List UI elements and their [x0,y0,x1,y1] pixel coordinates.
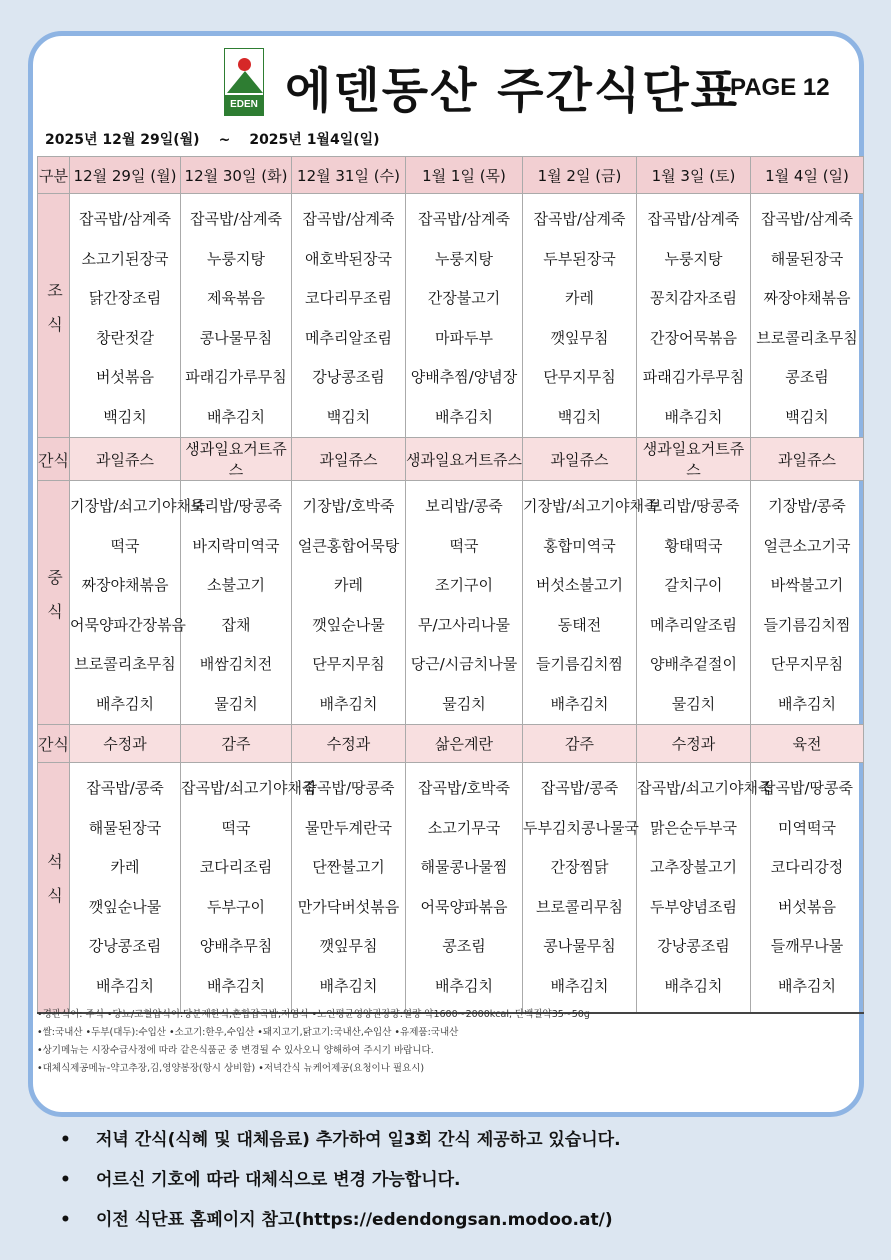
bullet-text: 저녁 간식(식혜 및 대체음료) 추가하여 일3회 간식 제공하고 있습니다. [96,1130,621,1150]
menu-item: 물김치 [442,694,486,713]
bullet-text: 어르신 기호에 따라 대체식으로 변경 가능합니다. [96,1170,461,1190]
breakfast-cell [406,194,523,438]
menu-item: 배추김치 [778,694,836,713]
menu-item: 코다리조림 [199,858,273,876]
menu-item: 마파두부 [435,328,493,347]
menu-item: 소고기된장국 [81,249,169,268]
day-header: 12월 30일 (화) [181,157,292,194]
menu-item: 단무지무침 [543,368,616,386]
bullet-list [60,1120,621,1240]
menu-item: 양배추찜/양념장 [410,368,518,386]
breakfast-cell [637,194,751,438]
lunch-cell [292,481,406,725]
dinner-cell [181,763,317,1013]
menu-item: 콩나물무침 [199,328,273,347]
mountain-icon [227,71,263,93]
menu-item: 배추김치 [435,407,493,426]
menu-item: 애호박된장국 [305,249,392,268]
menu-item: 배추김치 [550,976,609,995]
menu-item: 보리밥/땅콩죽 [190,497,282,515]
note-line: •대체식제공메뉴-약고추장,김,영양봉장(항시 상비함) •저녁간식 뉴케어제공(요청이나 필요시) [37,1063,425,1074]
menu-item: 잡곡밥/콩죽 [86,779,164,797]
menu-item: 배쌈김치전 [199,655,273,673]
menu-item: 황태떡국 [664,536,723,555]
menu-item: 잡채 [221,615,251,634]
menu-item: 잡곡밥/쇠고기야채죽 [181,779,317,797]
menu-item: 간장어묵볶음 [650,328,737,347]
snack-item: 과일쥬스 [292,438,406,481]
menu-item: 제육볶음 [207,289,265,307]
menu-item: 브로콜리초무침 [756,328,858,347]
lunch-cell [406,481,523,725]
day-header: 1월 4일 (일) [751,157,864,194]
snack-label: 간식 [38,725,70,763]
menu-item: 배추김치 [319,694,378,713]
menu-item: 버섯소불고기 [536,576,623,594]
day-header: 1월 1일 (목) [406,157,523,194]
menu-item: 메추리알조림 [650,615,737,634]
lunch-cell [751,481,864,725]
breakfast-cell [70,194,181,438]
note-line: •상기메뉴는 시장수급사정에 따라 같은식품군 중 변경될 수 있사오니 양해하여 주시기 바랍니다. [37,1045,434,1056]
menu-item: 깻잎무침 [319,937,378,955]
menu-item: 소불고기 [207,576,265,594]
menu-item: 해물된장국 [88,818,162,837]
menu-item: 강낭콩조림 [657,937,730,955]
breakfast-cell [523,194,637,438]
bullet-dot: • [60,1130,71,1150]
page-title: 에덴동산 주간식단표 [285,63,740,119]
menu-item: 깻잎순나물 [312,615,385,634]
snack-item: 감주 [523,725,637,763]
menu-item: 백김치 [557,407,602,426]
menu-item: 들기름김치찜 [536,655,623,673]
snack-item: 생과일요거트쥬스 [181,438,292,481]
date-end: 2025년 1월4일(일) [249,132,380,148]
date-range [45,129,380,149]
menu-item: 잡곡밥/호박죽 [418,779,510,797]
menu-item: 보리밥/콩죽 [425,497,503,515]
menu-item: 보리밥/땅콩죽 [647,497,740,515]
menu-item: 파래김가루무침 [185,368,287,386]
snack-item: 생과일요거트쥬스 [406,438,523,481]
menu-item: 카레 [334,576,363,594]
menu-item: 맑은순두부국 [650,818,737,837]
menu-item: 미역떡국 [778,818,836,837]
menu-item: 짜장야채볶음 [763,289,851,307]
menu-item: 배추김치 [550,694,609,713]
header-row [38,157,864,194]
menu-item: 두부구이 [207,897,265,916]
dinner-cell [406,763,523,1013]
menu-card [28,31,864,1117]
menu-item: 코다리강정 [770,858,844,876]
menu-item: 백김치 [326,407,371,426]
menu-item: 잡곡밥/콩죽 [540,779,619,797]
note-line: •경관식이: 주식 •당뇨/고혈압식이:당분제한식,혼합잡곡밥,저염식 •노인평균영양권장량:열량 약1600~2000kcal, 단백질약35~50g [37,1009,590,1020]
eden-logo [224,48,264,116]
logo-text: EDEN [225,95,263,115]
day-header: 1월 2일 (금) [523,157,637,194]
dinner-cell [751,763,864,1013]
snack-item: 과일쥬스 [751,438,864,481]
menu-item: 기장밥/콩죽 [768,497,846,515]
menu-item: 버섯볶음 [778,897,836,916]
menu-item: 들깨무나물 [770,937,844,955]
menu-item: 떡국 [449,536,479,555]
bullet-text: 이전 식단표 홈페이지 참고(https://edendongsan.modoo.at/) [96,1210,613,1230]
menu-item: 누룽지탕 [207,249,265,268]
snack-label: 간식 [38,438,70,481]
menu-item: 단짠불고기 [312,858,385,876]
snack-item: 수정과 [637,725,751,763]
dinner-cell [292,763,406,1013]
menu-item: 고추장불고기 [650,858,737,876]
menu-item: 누룽지탕 [435,249,493,268]
menu-item: 창란젓갈 [96,328,154,347]
menu-item: 두부김치콩나물국 [523,818,639,837]
menu-item: 코다리무조림 [305,289,392,307]
menu-item: 두부된장국 [543,249,616,268]
menu-item: 잡곡밥/삼계죽 [761,210,853,228]
menu-item: 짜장야채볶음 [81,576,169,594]
bullet-item [60,1160,621,1200]
date-start: 2025년 12월 29일(월) [45,132,200,148]
menu-item: 배추김치 [96,694,154,713]
menu-item: 얼큰홍합어묵탕 [297,536,400,555]
menu-item: 콩조림 [442,937,486,955]
menu-item: 무/고사리나물 [418,615,510,634]
menu-item: 콩조림 [785,368,829,386]
lunch-row [38,481,864,725]
menu-item: 소고기무국 [427,818,501,837]
menu-item: 잡곡밥/삼계죽 [418,210,510,228]
snack-row-1 [38,438,864,481]
menu-item: 기장밥/쇠고기야채죽 [523,497,659,515]
page-number: PAGE 12 [730,74,830,101]
day-header: 1월 3일 (토) [637,157,751,194]
menu-item: 바싹불고기 [770,576,844,594]
menu-item: 잡곡밥/땅콩죽 [761,779,853,797]
snack-row-2 [38,725,864,763]
lunch-cell [70,481,206,725]
breakfast-cell [751,194,864,438]
menu-item: 배추김치 [319,976,378,995]
menu-item: 물김치 [214,694,258,713]
corner-label: 구분 [38,157,70,194]
dinner-row [38,763,864,1013]
menu-item: 배추김치 [778,976,836,995]
menu-item: 잡곡밥/쇠고기야채죽 [637,779,773,797]
menu-item: 당근/시금치나물 [410,655,518,673]
snack-item: 수정과 [70,725,181,763]
menu-item: 배추김치 [664,976,723,995]
menu-item: 해물된장국 [770,249,844,268]
menu-item: 두부양념조림 [650,897,737,916]
snack-item: 생과일요거트쥬스 [637,438,751,481]
lunch-cell [637,481,751,725]
menu-item: 동태전 [557,615,602,634]
dinner-label: 석식 [38,763,70,1013]
menu-item: 닭간장조림 [88,289,162,307]
note-line: •쌀:국내산 •두부(대두):수입산 •소고기:한우,수입산 •돼지고기,닭고기:국내산,수입산 •유제품:국내산 [37,1027,459,1038]
menu-item: 배추김치 [96,976,154,995]
menu-item: 잡곡밥/삼계죽 [302,210,395,228]
breakfast-cell [292,194,406,438]
menu-item: 강낭콩조림 [312,368,385,386]
menu-item: 어묵양파간장볶음 [70,615,186,634]
bullet-item [60,1200,621,1240]
snack-item: 육전 [751,725,864,763]
dinner-cell [70,763,181,1013]
menu-item: 갈치구이 [664,576,723,594]
breakfast-row [38,194,864,438]
menu-item: 카레 [565,289,594,307]
dinner-cell [637,763,773,1013]
menu-item: 배추김치 [664,407,723,426]
menu-item: 카레 [110,858,140,876]
menu-item: 백김치 [785,407,829,426]
menu-item: 바지락미역국 [192,536,280,555]
menu-item: 기장밥/호박죽 [302,497,395,515]
menu-item: 백김치 [103,407,147,426]
menu-item: 단무지무침 [770,655,844,673]
menu-item: 들기름김치찜 [763,615,851,634]
menu-item: 어묵양파볶음 [420,897,508,916]
menu-item: 누룽지탕 [664,249,723,268]
menu-item: 잡곡밥/삼계죽 [647,210,740,228]
lunch-label: 중식 [38,481,70,725]
menu-item: 파래김가루무침 [642,368,745,386]
menu-item: 간장불고기 [427,289,501,307]
breakfast-label: 조식 [38,194,70,438]
bullet-dot: • [60,1170,71,1190]
bullet-item [60,1120,621,1160]
snack-item: 감주 [181,725,292,763]
menu-item: 양배추무침 [199,937,273,955]
snack-item: 수정과 [292,725,406,763]
menu-item: 떡국 [221,818,251,837]
menu-item: 배추김치 [435,976,493,995]
menu-item: 콩나물무침 [543,937,616,955]
menu-item: 브로콜리초무침 [74,655,176,673]
menu-item: 강낭콩조림 [88,937,162,955]
menu-item: 간장찜닭 [550,858,609,876]
menu-item: 해물콩나물찜 [420,858,508,876]
menu-item: 꽁치감자조림 [650,289,737,307]
menu-item: 만가닥버섯볶음 [297,897,400,916]
menu-item: 배추김치 [207,407,265,426]
dinner-cell [523,763,637,1013]
day-header: 12월 31일 (수) [292,157,406,194]
menu-item: 잡곡밥/삼계죽 [79,210,171,228]
menu-item: 버섯볶음 [96,368,154,386]
menu-item: 홍합미역국 [543,536,616,555]
menu-item: 얼큰소고기국 [763,536,851,555]
notes [37,1006,863,1078]
menu-item: 깻잎무침 [550,328,609,347]
menu-item: 물김치 [671,694,716,713]
snack-item: 과일쥬스 [523,438,637,481]
menu-item: 깻잎순나물 [88,897,162,916]
menu-item: 잡곡밥/삼계죽 [533,210,626,228]
menu-item: 메추리알조림 [305,328,392,347]
menu-item: 잡곡밥/땅콩죽 [302,779,395,797]
menu-item: 기장밥/쇠고기야채죽 [70,497,206,515]
meal-table [37,156,864,1014]
menu-item: 양배추겉절이 [650,655,737,673]
menu-item: 물만두계란국 [305,818,392,837]
menu-item: 떡국 [110,536,140,555]
menu-item: 브로콜리무침 [536,897,623,916]
date-separator: ~ [218,132,231,148]
sun-icon [238,58,251,71]
bullet-dot: • [60,1210,71,1230]
menu-item: 잡곡밥/삼계죽 [190,210,282,228]
menu-item: 배추김치 [207,976,265,995]
lunch-cell [523,481,659,725]
menu-item: 단무지무침 [312,655,385,673]
day-header: 12월 29일 (월) [70,157,181,194]
breakfast-cell [181,194,292,438]
menu-item: 조기구이 [435,576,493,594]
snack-item: 삶은계란 [406,725,523,763]
snack-item: 과일쥬스 [70,438,181,481]
lunch-cell [181,481,292,725]
